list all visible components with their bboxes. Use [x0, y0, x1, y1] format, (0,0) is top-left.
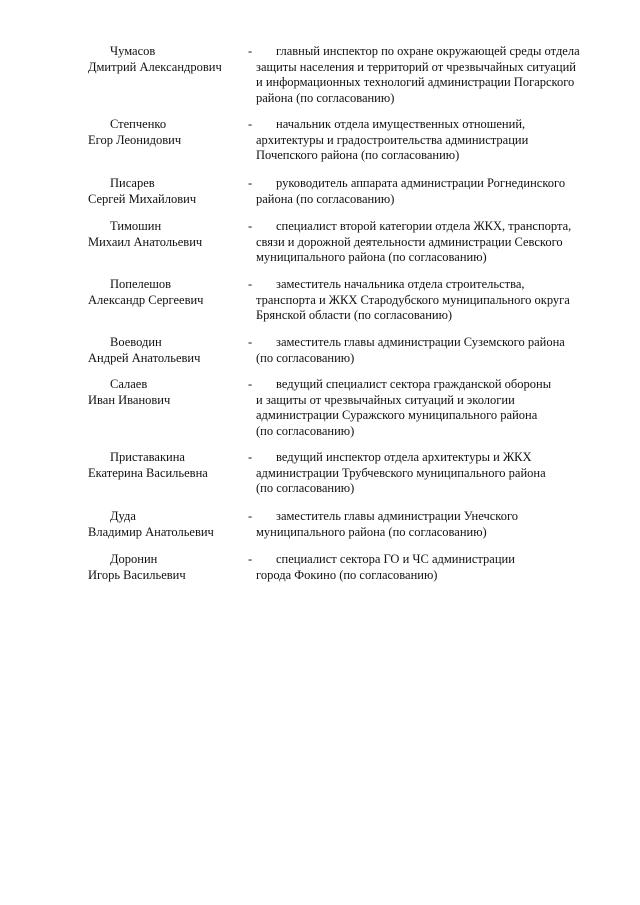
separator-dash: -: [248, 44, 253, 58]
member-position: [256, 509, 596, 540]
separator-dash: -: [248, 450, 253, 464]
position-line: и информационных технологий администрации Погарского: [256, 75, 575, 90]
member-name: [88, 176, 248, 207]
position-line: главный инспектор по охране окружающей среды отдела: [276, 44, 580, 58]
member-surname: Тимошин: [110, 219, 162, 233]
position-line: архитектуры и градостроительства администрации: [256, 132, 529, 147]
position-line: администрации Суражского муниципального района: [256, 408, 538, 423]
position-line: ведущий инспектор отдела архитектуры и ЖКХ: [276, 450, 532, 464]
member-name: [88, 509, 248, 540]
member-position: [256, 44, 596, 106]
member-given-names: Игорь Васильевич: [88, 567, 186, 582]
position-line: муниципального района (по согласованию): [256, 524, 487, 539]
separator-dash: -: [248, 552, 253, 566]
position-line: района (по согласованию): [256, 191, 395, 206]
member-given-names: Михаил Анатольевич: [88, 234, 203, 249]
position-line: Брянской области (по согласованию): [256, 308, 453, 323]
position-line: (по согласованию): [256, 481, 355, 496]
member-given-names: Владимир Анатольевич: [88, 524, 214, 539]
position-line: Почепского района (по согласованию): [256, 148, 460, 163]
separator-dash: -: [248, 377, 253, 391]
separator-dash: -: [248, 219, 253, 233]
member-given-names: Александр Сергеевич: [88, 292, 204, 307]
member-position: [256, 552, 596, 583]
member-surname: Попелешов: [110, 277, 172, 291]
member-surname: Степченко: [110, 117, 167, 131]
position-line: руководитель аппарата администрации Рогнединского: [276, 176, 566, 190]
position-line: специалист второй категории отдела ЖКХ, транспорта,: [276, 219, 572, 233]
member-surname: Приставакина: [110, 450, 185, 464]
member-position: [256, 219, 596, 266]
member-name: [88, 277, 248, 308]
separator-dash: -: [248, 509, 253, 523]
position-line: и защиты от чрезвычайных ситуаций и экологии: [256, 392, 515, 407]
member-given-names: Егор Леонидович: [88, 132, 182, 147]
position-line: (по согласованию): [256, 423, 355, 438]
position-line: ведущий специалист сектора гражданской обороны: [276, 377, 552, 391]
position-line: связи и дорожной деятельности администрации Севского: [256, 234, 563, 249]
member-given-names: Андрей Анатольевич: [88, 350, 201, 365]
separator-dash: -: [248, 176, 253, 190]
member-surname: Писарев: [110, 176, 155, 190]
position-line: (по согласованию): [256, 350, 355, 365]
position-line: транспорта и ЖКХ Стародубского муниципального округа: [256, 292, 570, 307]
member-surname: Дуда: [110, 509, 136, 523]
position-line: защиты населения и территорий от чрезвычайных ситуаций: [256, 59, 577, 74]
position-line: специалист сектора ГО и ЧС администрации: [276, 552, 515, 566]
position-line: заместитель начальника отдела строительства,: [276, 277, 525, 291]
member-surname: Воеводин: [110, 335, 162, 349]
position-line: города Фокино (по согласованию): [256, 567, 438, 582]
member-position: [256, 335, 596, 366]
member-name: [88, 552, 248, 583]
member-name: [88, 335, 248, 366]
member-given-names: Екатерина Васильевна: [88, 465, 208, 480]
member-name: [88, 377, 248, 408]
member-name: [88, 117, 248, 148]
position-line: заместитель главы администрации Унечского: [276, 509, 519, 523]
member-surname: Чумасов: [110, 44, 156, 58]
member-surname: Доронин: [110, 552, 158, 566]
position-line: администрации Трубчевского муниципального района: [256, 465, 546, 480]
member-name: [88, 450, 248, 481]
member-name: [88, 44, 248, 75]
member-name: [88, 219, 248, 250]
member-given-names: Сергей Михайлович: [88, 191, 197, 206]
member-position: [256, 277, 596, 324]
member-position: [256, 176, 596, 207]
member-given-names: Дмитрий Александрович: [88, 59, 222, 74]
member-position: [256, 450, 596, 497]
member-position: [256, 117, 596, 164]
position-line: муниципального района (по согласованию): [256, 250, 487, 265]
member-surname: Салаев: [110, 377, 148, 391]
separator-dash: -: [248, 335, 253, 349]
separator-dash: -: [248, 277, 253, 291]
position-line: начальник отдела имущественных отношений,: [276, 117, 526, 131]
member-given-names: Иван Иванович: [88, 392, 171, 407]
position-line: района (по согласованию): [256, 90, 395, 105]
position-line: заместитель главы администрации Суземского района: [276, 335, 565, 349]
separator-dash: -: [248, 117, 253, 131]
member-position: [256, 377, 596, 439]
